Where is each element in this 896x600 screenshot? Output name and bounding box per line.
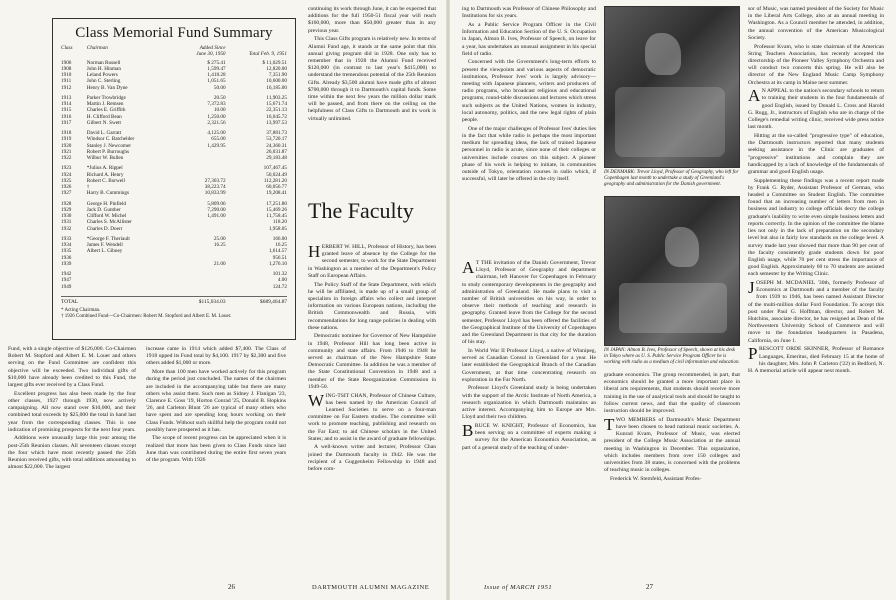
fund-cell-total: 29,183.48 bbox=[266, 155, 287, 162]
fund-row bbox=[61, 284, 287, 290]
class-memorial-fund-table bbox=[52, 18, 296, 340]
paragraph: As a Public Service Program Officer in the Civil Information and Education Section of the U. S. Occupation in Japan, Almon B. Ives, Professor of Speech, on leave for a year, has undertaken an unusual assignment in his special field of radio. bbox=[462, 21, 596, 57]
fund-cell-chairman: Martin J. Remsen bbox=[86, 101, 124, 108]
fund-cell-total: 1,614.57 bbox=[268, 248, 287, 255]
paragraph: Professor Lloyd's Greenland study is being undertaken with the support of the Arctic Institute of North America, a research organization in which Dartmouth maintains an active interest. Accompanying him to Europe are Mrs. Lloyd and their two children. bbox=[462, 385, 596, 421]
right-col1-bottom bbox=[462, 260, 596, 580]
fund-table-header bbox=[61, 46, 287, 58]
photo-globe-desk bbox=[615, 87, 725, 157]
fund-cell-chairman: Windsor C. Batchelder bbox=[86, 136, 135, 143]
fund-cell-added: 10,833.99 bbox=[204, 190, 226, 197]
fund-cell-added: 5,809.06 bbox=[207, 200, 226, 207]
fund-cell-total: 7,351.90 bbox=[268, 72, 287, 79]
paragraph: Excellent progress has also been made by the four other classes, 1927 through 1930, now actively campaigning. All now stand over $10,000, and their combined total exceeds by $25,000 the total in hand last year from the corresponding classes. This is one indication of promising prospects for the next four years. bbox=[8, 390, 136, 433]
fund-cell-added: 7,290.00 bbox=[207, 206, 226, 213]
fund-cell-added: 4,125.00 bbox=[207, 130, 226, 137]
fund-cell-chairman: Leland Powers bbox=[86, 72, 118, 79]
fund-cell-total: 10,600.00 bbox=[266, 78, 287, 85]
fund-table-title: Class Memorial Fund Summary bbox=[75, 25, 273, 41]
fund-cell-class: 1929 bbox=[61, 206, 72, 213]
faculty-heading: The Faculty bbox=[308, 198, 414, 223]
paragraph bbox=[308, 244, 436, 280]
fund-cell-chairman: John C. Sterling bbox=[86, 78, 121, 85]
paragraph-text: ING-TSIT CHAN, Professor of Chinese Culture, has been named by the American Council of Learned Societies to serve on a four-man committee on Far Eastern studies. The committee will work to promote teaching, publishing and research on the Far East; to aid Chinese scholars in the United States; and to assist in the award of graduate fellowships. bbox=[308, 392, 436, 442]
fund-cell-chairman: Richard A. Henry bbox=[86, 171, 124, 178]
added-since-header bbox=[176, 46, 226, 58]
fund-cell-added: 7,372.83 bbox=[207, 101, 226, 108]
fund-cell-class: 1917 bbox=[61, 119, 72, 126]
fund-cell-class: 1925 bbox=[61, 177, 72, 184]
fund-cell-chairman bbox=[87, 261, 176, 267]
fund-cell-total: 956.51 bbox=[272, 254, 287, 261]
fund-cell-total: 26,031.87 bbox=[266, 148, 287, 155]
fund-cell-total: 124.72 bbox=[272, 283, 287, 290]
fund-cell-class: 1906 bbox=[61, 59, 72, 66]
photo-almon-ives bbox=[604, 196, 740, 346]
paragraph: Democratic nominee for Governor of New Hampshire in 1948, Professor Hill has long been active in community and state affairs. From 1946 to 1948 he served as chairman of the New Hampshire State Democratic Committee. In addition he was a member of the State Constitutional Convention in 1948 and a member of the State Reorganization Commission in 1949-50. bbox=[308, 333, 436, 390]
photo-trevor-lloyd bbox=[604, 6, 740, 168]
fund-cell-chairman: Stanley J. Newcomer bbox=[86, 142, 131, 149]
fund-cell-class: 1926 bbox=[61, 184, 72, 191]
fund-cell-class: 1918 bbox=[61, 130, 72, 137]
dropcap-j: J bbox=[748, 278, 755, 298]
added-since-line2: June 30, 1950 bbox=[196, 50, 226, 57]
fund-cell-chairman: Gilbert N. Swett bbox=[86, 119, 121, 126]
paragraph: sor of Music, was named president of the Society for Music in the Liberal Arts College, also at an annual meeting in Washington. As a Council member he attended, in addition, the annual convention of the American Musicological Society. bbox=[748, 6, 884, 41]
fund-cell-added: 20.50 bbox=[213, 94, 226, 101]
fund-cell-chairman: *George F. Theriault bbox=[86, 235, 130, 242]
fund-cell-added: 25.00 bbox=[213, 235, 226, 242]
paragraph: Additions were unusually large this year among the post-25th Reunion classes. All seventeen classes except the four which have most recently passed the 25th Reunion received gifts, with total additions amounting to almost $22,000. The largest bbox=[8, 435, 136, 471]
fund-cell-added: 1,491.00 bbox=[207, 213, 226, 220]
fund-cell-class: 1915 bbox=[61, 107, 72, 114]
fund-row bbox=[61, 226, 287, 232]
fund-cell-class: 1921 bbox=[61, 148, 72, 155]
fund-cell-class: 1936 bbox=[61, 254, 72, 261]
paragraph bbox=[604, 414, 740, 475]
fund-cell-chairman: George H. Pinfield bbox=[86, 200, 127, 207]
paragraph: increase came in 1914 which added $7,400. The Class of 1918 upped its Fund total by $4,100. 1917 by $2,300 and five others added $1,000 or more. bbox=[146, 346, 286, 367]
paragraph-text: N APPEAL to the nation's secondary schools to return to training their students in the four fundamentals of good English, issued by Donald L. Cross and Harold G. Rugg, Jr., instructors of English who are in charge of the College's remedial writing clinic, received wide press notice last month. bbox=[748, 88, 884, 131]
paragraph bbox=[462, 260, 596, 346]
right-col3 bbox=[748, 6, 884, 580]
left-col2 bbox=[146, 346, 286, 578]
paragraph: The scope of recent progress can be appreciated when it is realized that more has been given to Class Funds since last June than was contributed during the entire first seven years of the program. With 1926 bbox=[146, 435, 286, 464]
fund-cell-added: 1,250.00 bbox=[207, 113, 226, 120]
fund-cell-added: 1,418.28 bbox=[207, 72, 226, 79]
fund-cell-total: 16,045.72 bbox=[266, 113, 287, 120]
total-label: TOTAL bbox=[61, 298, 79, 305]
fund-cell-chairman: Robert P. Burroughs bbox=[86, 148, 129, 155]
fund-cell-class: 1919 bbox=[61, 136, 72, 143]
fund-cell-added: 1,429.95 bbox=[207, 142, 226, 149]
caption-denmark: IN DENMARK: Trevor Lloyd, Professor of Geography, who left for Copenhagen last month to undertake a study of Greenland's geography and administration for the Danish government. bbox=[604, 170, 739, 187]
fund-cell-class: 1916 bbox=[61, 113, 72, 120]
fund-cell-class: 1910 bbox=[61, 72, 72, 79]
right-page bbox=[448, 0, 896, 600]
fund-cell-class: 1914 bbox=[61, 101, 72, 108]
fund-cell-total: 118.20 bbox=[272, 219, 287, 226]
fund-cell-chairman: H. Clifford Bean bbox=[86, 113, 122, 120]
total-sum: $689,464.87 bbox=[260, 298, 287, 305]
fund-row bbox=[61, 155, 287, 161]
paragraph: Frederick W. Sternfeld, Assistant Profes- bbox=[610, 475, 702, 482]
fund-cell-added: $ 275.41 bbox=[207, 59, 226, 66]
fund-cell-chairman: Norman Russell bbox=[86, 59, 121, 66]
paragraph bbox=[308, 390, 436, 443]
fund-table-body bbox=[61, 60, 287, 290]
paragraph: continuing its work through June, it can be expected that additions for the full 1950-51 fiscal year will reach $160,000, more than $50,000 greater than in any previous year. bbox=[308, 6, 436, 34]
fund-cell-chairman: John H. Hinman bbox=[86, 65, 121, 72]
fund-cell-class: 1911 bbox=[61, 78, 72, 85]
fund-cell-chairman: Parker Trowbridge bbox=[86, 94, 126, 101]
fund-cell-class: 1913 bbox=[61, 94, 72, 101]
fund-cell-class: 1935 bbox=[61, 248, 72, 255]
paragraph bbox=[748, 88, 884, 131]
dropcap-w: W bbox=[308, 390, 325, 410]
fund-cell-total: 50,024.49 bbox=[266, 171, 287, 178]
paragraph-text: RESCOTT ORDE SKINNER, Professor of Romance Languages, Emeritus, died February 15 at the home of his daughter, Mrs. John P. Carleton ('22) in Bedford, N. H. A memorial article will appear next month. bbox=[748, 346, 884, 374]
fund-cell-added: 27,303.72 bbox=[204, 177, 226, 184]
paragraph-text: ERBERT W. HILL, Professor of History, has been granted leave of absence by the College for the second semester, to work for the State Department in Washington as a member of the Department's Policy Staff on European Affairs. bbox=[308, 244, 436, 279]
paragraph-text: RUCE W. KNIGHT, Professor of Economics, has been serving on a committee of experts making a survey for the American Economics Association, as part of a general study of the teaching of under- bbox=[462, 422, 596, 451]
fund-cell-chairman: Charles D. Doerr bbox=[86, 225, 123, 232]
fund-cell-class: 1949 bbox=[61, 283, 72, 290]
caption-japan: IN JAPAN: Almon B. Ives, Professor of Speech, shown at his desk in Tokyo where as U. S. Public Service Program Officer he is working with radio as a medium of civil information and education. bbox=[604, 348, 740, 365]
fund-cell-total: 60,056.77 bbox=[266, 184, 287, 191]
paragraph: graduate economics. The group recommended, in part, that economics should be granted a more important place in liberal arts requirements, that students should receive more training in the use of analytical tools and should be taught to follow current news, and that the quality of classroom instruction should be improved. bbox=[604, 372, 740, 415]
fund-cell-total: 37,881.73 bbox=[266, 130, 287, 137]
total-header: Total Feb. 9, 1951 bbox=[248, 50, 287, 57]
fund-cell-class: 1922 bbox=[61, 155, 72, 162]
fund-cell-total: 1,958.05 bbox=[268, 225, 287, 232]
photo-desk bbox=[619, 283, 727, 333]
paragraph: More than 100 men have worked actively for this program during the period just concluded. The names of the chairmen are included in the accompanying table but there are many others who assist them. Such men as Sidney J. Flanigan '23, Clarence E. Goss '19, Horton Conrad '25, Donald B. Hopkins '26, and Carleton Blunt '26 are typical of many others who have spent and are spending long hours working on their Class Funds. Without such skillful help the program could not possibly have prospered as it has. bbox=[146, 369, 286, 433]
paragraph: A well-known writer and lecturer, Professor Chan joined the Dartmouth faculty in 1942. He was the recipient of a Guggenheim Fellowship in 1948 and before com- bbox=[308, 444, 436, 473]
fund-cell-added: 2,321.56 bbox=[207, 119, 226, 126]
fund-cell-chairman: Charles E. Griffith bbox=[86, 107, 126, 114]
fund-cell-added: 16.25 bbox=[213, 242, 226, 249]
fund-cell-class: 1930 bbox=[61, 213, 72, 220]
chairman-header: Chairman bbox=[86, 45, 108, 51]
total-added: $115,034.03 bbox=[198, 298, 226, 305]
fund-cell-total: 4.00 bbox=[277, 277, 287, 284]
photo-figure bbox=[665, 227, 699, 267]
photo-figure bbox=[645, 33, 681, 75]
right-col1-top bbox=[462, 6, 596, 258]
fund-cell-total: 15,469.26 bbox=[266, 206, 287, 213]
paragraph: Fund, with a single objective of $126,000. Co-Chairmen Robert M. Stopford and Albert E. M. Louer and others serving on the Fund Committee are confident this objective will be exceeded. Two individual gifts of $10,000 have already been credited to this Fund, the largest gifts ever received by a Class Fund. bbox=[8, 346, 136, 389]
note-1926-fund: † 1926 Combined Fund—Co-Chairmen: Robert M. Stopford and Albert E. M. Louer. bbox=[61, 313, 232, 319]
fund-cell-class: 1923 bbox=[61, 165, 72, 172]
right-col2-bottom bbox=[604, 372, 740, 580]
fund-cell-class: 1928 bbox=[61, 200, 72, 207]
left-col3-top bbox=[308, 6, 436, 186]
fund-cell-class: 1924 bbox=[61, 171, 72, 178]
paragraph: Hitting at the so-called "progressive type" of education, the Dartmouth instructors reported that many students seeking assistance in the Clinic are graduates of "progressive" institutions and complain they are handicapped by a lack of knowledge of the fundamentals of grammar and good English usage. bbox=[748, 132, 884, 175]
paragraph: Concerned with the Government's long-term efforts to present the viewpoints and various aspects of democratic institutions, Professor Ives' work is largely advisory—meeting with Japanese planners, writers and producers of radio programs, who broadcast religious and educational programs, round-table discussions and lectures which stress such subjects as the United Nations, women in industry, local autonomy, politics, and the new legal rights of plain people. bbox=[462, 59, 596, 124]
left-col1 bbox=[8, 346, 136, 578]
fund-cell-class: 1947 bbox=[61, 277, 72, 284]
fund-cell-total: 19,208.41 bbox=[266, 190, 287, 197]
left-col3-bottom bbox=[308, 244, 436, 580]
class-header: Class bbox=[61, 45, 73, 51]
fund-cell-class: 1932 bbox=[61, 225, 72, 232]
running-foot: DARTMOUTH ALUMNI MAGAZINE bbox=[312, 584, 430, 591]
note-acting-chairman: * Acting Chairman. bbox=[61, 307, 101, 313]
paragraph: Professor Kvam, who is state chairman of the American String Teachers Association, has recently accepted the directorship of the Pioneer Valley Symphony Orchestra and will conduct two concerts this spring. He will also be director of the New England Music Camp Symphony Orchestra at its camp in Maine next summer. bbox=[748, 43, 884, 86]
fund-cell-total: 107,467.45 bbox=[263, 165, 287, 172]
fund-cell-chairman: James F. Wendell bbox=[86, 242, 123, 249]
fund-cell-added bbox=[176, 155, 226, 161]
fund-cell-class: 1912 bbox=[61, 84, 72, 91]
paragraph: One of the major challenges of Professor Ives' duties lies in the fact that while radio is perhaps the most important medium for spreading ideas, the lack of trained Japanese personnel in radio is acute, since none of their colleges or universities include courses on this subject. A pioneer phase of his work is helping to initiate, in communities outside of Tokyo, orientation courses in radio which, if successful, will later be offered in the city itself. bbox=[462, 125, 596, 183]
paragraph-text: OSEPH M. MCDANIEL '30th, formerly Professor of Economics at Dartmouth and a member of the faculty from 1939 to 1946, has been named Assistant Director of the multi-million dollar Ford Foundation. To accept this post under Paul G. Hoffman, director, and Robert M. Hutchins, associate director, he has resigned as Dean of the Northwestern University School of Commerce and will move to the foundation headquarters in Pasadena, California, on June 1. bbox=[748, 280, 884, 344]
fund-cell-total: 11,903.25 bbox=[266, 94, 287, 101]
fund-cell-chairman: *Julius A. Rippel bbox=[86, 165, 123, 172]
fund-cell-chairman: Wilbur W. Bullen bbox=[86, 155, 124, 162]
fund-cell-class: 1934 bbox=[61, 242, 72, 249]
fund-cell-added: 655.00 bbox=[211, 136, 226, 143]
fund-cell-total: 11,758.45 bbox=[266, 213, 287, 220]
fund-total-row bbox=[61, 296, 287, 305]
paragraph bbox=[748, 280, 884, 345]
fund-cell-chairman: Clifford W. Michel bbox=[86, 213, 127, 220]
paragraph: The Policy Staff of the State Department, with which he will be affiliated, is made up of a small group of specialists in foreign affairs who collect and interpret information on various European nations, including the British Commonwealth and Russia, with recommendations for long range policies in dealing with these nations. bbox=[308, 281, 436, 331]
paragraph-text: T THE invitation of the Danish Government, Trevor Lloyd, Professor of Geography and department chairman, left Hanover for Copenhagen in February to study contemporary developments in the geography and administration of Greenland. He made plans to visit a number of British universities on his way, in order to observe their methods of teaching and research in geography. Granted leave from the College for the second semester, Professor Lloyd has been offered the facilities of the Geographical Institute of the University of Copenhagen and the Greenland Department in that city for the duration of his stay. bbox=[462, 260, 596, 346]
fund-cell-chairman: Jack D. Gunther bbox=[86, 206, 121, 213]
fund-cell-class: 1927 bbox=[61, 190, 72, 197]
fund-cell-added bbox=[176, 226, 226, 232]
fund-cell-chairman: Charles S. McAllister bbox=[86, 219, 132, 226]
fund-notes bbox=[61, 308, 287, 320]
fund-cell-added: 10.00 bbox=[213, 107, 226, 114]
fund-row bbox=[61, 261, 287, 267]
fund-cell-chairman: Robert C. Borwell bbox=[86, 177, 125, 184]
right-folio: 27 bbox=[646, 583, 653, 591]
fund-cell-class: 1908 bbox=[61, 65, 72, 72]
fund-cell-class: 1933 bbox=[61, 235, 72, 242]
fund-cell-total: 17,251.80 bbox=[266, 200, 287, 207]
fund-cell-total: 16,185.00 bbox=[266, 84, 287, 91]
fund-cell-chairman: Henry B. Van Dyne bbox=[86, 84, 128, 91]
fund-cell-chairman: Harry B. Cummings bbox=[86, 190, 129, 197]
fund-cell-total: 24,360.31 bbox=[266, 142, 287, 149]
fund-cell-added: 1,051.65 bbox=[207, 78, 226, 85]
paragraph: In World War II Professor Lloyd, a native of Winnipeg, served as Canadian Consul in Greenland for a year. He later established the Geographical Branch of the Canadian Government, at that time concentrating research on exploration in the Far North. bbox=[462, 347, 596, 383]
fund-cell-added: 1,599.47 bbox=[207, 65, 226, 72]
fund-cell-added: 38,223.74 bbox=[204, 184, 226, 191]
fund-cell-total: 112,281.20 bbox=[263, 177, 287, 184]
fund-row bbox=[61, 190, 287, 196]
fund-cell-added: 21.00 bbox=[213, 260, 226, 267]
fund-cell-class: 1939 bbox=[61, 260, 72, 267]
added-since-line1: Added Since bbox=[199, 45, 226, 51]
fund-cell-total: 1,276.10 bbox=[268, 260, 287, 267]
fund-cell-total: 22,351.13 bbox=[266, 107, 287, 114]
fund-cell-total: 53,720.17 bbox=[266, 136, 287, 143]
dropcap-p: P bbox=[748, 344, 758, 364]
fund-cell-total: 16.25 bbox=[275, 242, 287, 249]
issue-line: Issue of MARCH 1951 bbox=[484, 584, 553, 591]
fund-cell-added bbox=[176, 284, 226, 290]
fund-cell-total: 166.00 bbox=[272, 235, 287, 242]
fund-cell-class: 1942 bbox=[61, 271, 72, 278]
fund-cell-total: $ 11,029.51 bbox=[262, 59, 287, 66]
paragraph-text: WO MEMBERS of Dartmouth's Music Department have been chosen to head national music societies. A. Kunrad Kvam, Professor of Music, was elected president of the College Music Association at the annual meeting in Washington in December. This organization, which includes members from over 150 colleges and universities from 38 states, is concerned with the problems of teaching music in colleges. bbox=[604, 416, 740, 474]
paragraph: ing to Dartmouth was Professor of Chinese Philosophy and Institutions for six years. bbox=[462, 6, 596, 20]
fund-cell-class: 1931 bbox=[61, 219, 72, 226]
dropcap-a: A bbox=[462, 260, 475, 277]
left-folio: 26 bbox=[228, 583, 235, 591]
fund-cell-chairman: David L. Garratt bbox=[86, 130, 122, 137]
fund-cell-chairman bbox=[87, 284, 176, 290]
paragraph bbox=[748, 346, 884, 375]
fund-cell-total: 101.32 bbox=[272, 271, 287, 278]
fund-cell-total: 13,997.53 bbox=[266, 119, 287, 126]
fund-cell-chairman: Albert L. Gibney bbox=[86, 248, 123, 255]
dropcap-a2: A bbox=[748, 86, 761, 106]
paragraph bbox=[462, 420, 596, 452]
paragraph: Supplementing these findings was a recent report made by Frank G. Ryder, Assistant Professor of German, who headed a Committee on Student English. The committee found that an increasing number of letters from men in business and industry to college officials decry the college graduate's inability to write even simple business letters and reports correctly. In the opinion of the committee the blame lies not only in the lack of preparation on the secondary level but also in fairly low standards on the college level. A survey made last year showed that more than 90 per cent of the faculty consistently grade students down for poor English usage, while 70 per cent stress the importance of good English. Approximately 60 to 70 students are assisted each semester by the Writing Clinic. bbox=[748, 177, 884, 278]
fund-cell-chairman: † bbox=[86, 184, 90, 191]
dropcap-t: T bbox=[604, 414, 615, 434]
fund-cell-total: 15,671.74 bbox=[266, 101, 287, 108]
dropcap-h: H bbox=[308, 244, 321, 261]
fund-cell-class: 1920 bbox=[61, 142, 72, 149]
fund-cell-added: 50.00 bbox=[213, 84, 226, 91]
fund-cell-total: 12,820.00 bbox=[266, 65, 287, 72]
fund-row bbox=[61, 120, 287, 126]
dropcap-b: B bbox=[462, 420, 474, 440]
fund-row bbox=[61, 85, 287, 91]
paragraph: This Class Gifts program is relatively new. In terms of Alumni Fund age, it stands at the same point that this annual giving program did in 1928. One only has to remember that in 1928 the Alumni Fund received $120,000 (in contrast to last year's $415,000) to understand the tremendous potential of the 25th Reunion Gifts. Already $3,500 alumni have made gifts of almost $700,000 through it to Dartmouth's capital funds. Some time within the next few years the million dollar mark will be passed, and from there on the ceiling on the helpfulness of Class Gifts to Dartmouth and its work is virtually unlimited. bbox=[308, 36, 436, 122]
